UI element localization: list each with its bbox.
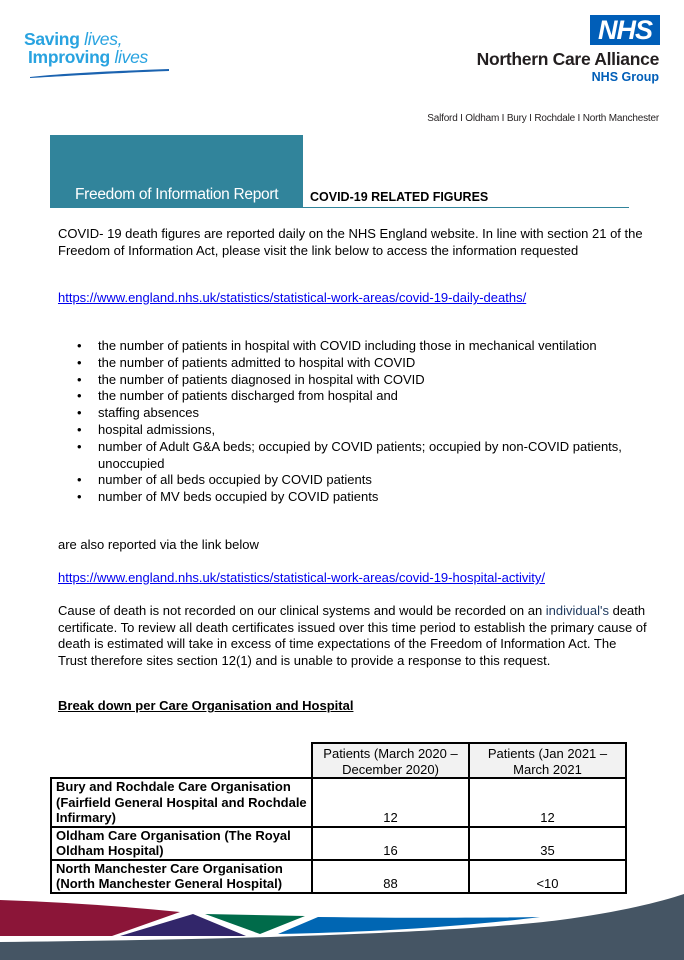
hospital-activity-link[interactable]: https://www.england.nhs.uk/statistics/statistical-work-areas/covid-19-hospital-activity/ (58, 570, 545, 585)
saving-lives-logo (24, 30, 184, 79)
list-item: • staffing absences (58, 405, 628, 422)
nhs-logo: NHS (590, 15, 660, 45)
daily-deaths-link[interactable]: https://www.england.nhs.uk/statistics/statistical-work-areas/covid-19-daily-deaths/ (58, 290, 527, 305)
list-item: • number of Adult G&A beds; occupied by COVID patients; occupied by non-COVID patients, unoccupied (58, 439, 628, 473)
table-header-blank (51, 743, 312, 778)
slogan-line-1 (24, 30, 184, 48)
list-item: • the number of patients in hospital with COVID including those in mechanical ventilation (58, 338, 628, 355)
breakdown-table (50, 742, 627, 894)
intro-paragraph: COVID- 19 death figures are reported daily on the NHS England website. In line with section 21 of the Freedom of Information Act, please visit the link below to access the information requested (58, 226, 643, 258)
table-row (51, 860, 626, 893)
paragraph-text-individuals: individual's (545, 603, 609, 618)
table-header-period-1: Patients (March 2020 – December 2020) (312, 743, 469, 778)
breakdown-heading: Break down per Care Organisation and Hospital (58, 698, 354, 713)
also-reported-paragraph: are also reported via the link below (58, 537, 259, 552)
slogan-word-saving: Saving (24, 29, 80, 49)
slogan-word-lives: lives, (84, 29, 123, 49)
value-cell: 12 (469, 778, 626, 827)
value-cell: 35 (469, 827, 626, 860)
list-item: • number of MV beds occupied by COVID patients (58, 489, 628, 506)
slogan-word-lives-2: lives (114, 47, 148, 67)
value-cell: <10 (469, 860, 626, 893)
title-divider (50, 207, 629, 208)
org-cell: North Manchester Care Organisation (North Manchester General Hospital) (51, 860, 312, 893)
paragraph-text: death certificate. To review all death certificates issued over this time period to establish the primary cause of death is estimated will take in excess of time expectations of the Freedom of Information Act. The Trust therefore sites section 12(1) and is unable to provide a response to this request. (58, 603, 647, 668)
list-item: • the number of patients admitted to hospital with COVID (58, 355, 628, 372)
document-title: COVID-19 RELATED FIGURES (310, 190, 489, 204)
value-cell: 12 (312, 778, 469, 827)
list-item: • number of all beds occupied by COVID patients (58, 472, 628, 489)
org-subtitle: NHS Group (591, 70, 659, 84)
table-row (51, 827, 626, 860)
brush-stroke-icon (24, 67, 174, 79)
list-item: • the number of patients diagnosed in hospital with COVID (58, 372, 628, 389)
footer-swoosh-graphic (0, 890, 684, 960)
org-cell: Bury and Rochdale Care Organisation (Fairfield General Hospital and Rochdale Infirmary) (51, 778, 312, 827)
org-name: Northern Care Alliance (476, 49, 659, 69)
table-header-row (51, 743, 626, 778)
cause-of-death-paragraph (58, 603, 648, 669)
value-cell: 88 (312, 860, 469, 893)
paragraph-text: Cause of death is not recorded on our clinical systems and would be recorded on an (58, 603, 546, 618)
report-label: Freedom of Information Report (75, 186, 279, 203)
list-item: • the number of patients discharged from hospital and (58, 388, 628, 405)
reported-figures-list (58, 338, 628, 506)
org-cell: Oldham Care Organisation (The Royal Oldham Hospital) (51, 827, 312, 860)
table-header-period-2: Patients (Jan 2021 – March 2021 (469, 743, 626, 778)
value-cell: 16 (312, 827, 469, 860)
slogan-word-improving: Improving (28, 47, 110, 67)
slogan-line-2 (24, 48, 184, 66)
localities-list: Salford I Oldham I Bury I Rochdale I North Manchester (427, 113, 659, 124)
table-row (51, 778, 626, 827)
list-item: • hospital admissions, (58, 422, 628, 439)
